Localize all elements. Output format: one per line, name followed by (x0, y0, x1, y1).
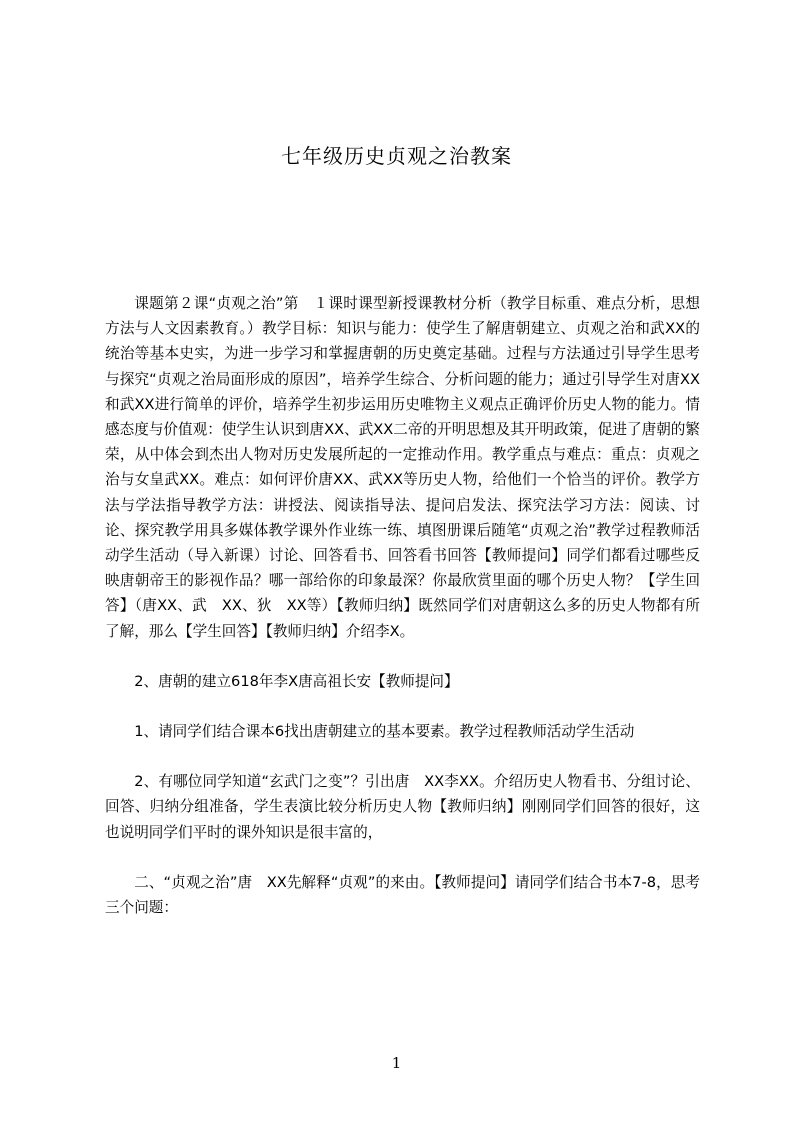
paragraph-gap (105, 644, 700, 669)
paragraph-founding-elements: 1、请同学们结合课本6找出唐朝建立的基本要素。教学过程教师活动学生活动 (134, 723, 635, 741)
paragraph-zhenguan-section: 二、“贞观之治”唐 XX先解释“贞观”的来由。【教师提问】请同学们结合书本7-8，思考三个问题： (105, 873, 700, 917)
paragraph-tang-founding: 2、唐朝的建立618年李X唐高祖长安【教师提问】 (134, 672, 459, 690)
paragraph-lesson-overview: 课题第２课“贞观之治”第 １课时课型新授课教材分析（教学目标重、难点分析，思想方法与人文因素教育。）教学目标：知识与能力：使学生了解唐朝建立、贞观之治和武XX的统治等基本史实，为进一步学习和掌握唐朝的历史奠定基础。过程与方法通过引导学生思考与探究“贞观之治局面形成的原因”，培养学生综合、分析问题的能力；通过引导学生对唐XX和武XX进行简单的评价，培养学生初步运用历史唯物主义观点正确评价历史人物的能力。情感态度与价值观：使学生认识到唐XX、武XX二帝的开明思想及其开明政策，促进了唐朝的繁荣，从中体会到杰出人物对历史发展所起的一定推动作用。教学重点与难点：重点：贞观之治与女皇武XX。难点：如何评价唐XX、武XX等历史人物，给他们一个恰当的评价。教学方法与学法指导教学方法：讲授法、阅读指导法、提问启发法、探究法学习方法：阅读、讨论、探究教学用具多媒体教学课外作业练一练、填图册课后随笔“贞观之治”教学过程教师活动学生活动（导入新课）讨论、回答看书、回答看书回答【教师提问】同学们都看过哪些反映唐朝帝王的影视作品？哪一部给你的印象最深？你最欣赏里面的哪个历史人物？【学生回答】（唐XX、武 XX、狄 XX等）【教师归纳】既然同学们对唐朝这么多的历史人物都有所了解，那么【学生回答】【教师归纳】介绍李X。 (105, 295, 700, 640)
paragraph-xuanwu-gate: 2、有哪位同学知道“玄武门之变”？引出唐 XX李XX。介绍历史人物看书、分组讨论、回答、归纳分组准备，学生表演比较分析历史人物【教师归纳】刚刚同学们回答的很好，这也说明同学们平时的课外知识是很丰富的， (105, 773, 700, 841)
paragraph-gap (105, 845, 700, 870)
paragraph-gap (105, 694, 700, 719)
page-number: 1 (391, 1054, 402, 1072)
document-body (105, 291, 700, 920)
paragraph-gap (105, 744, 700, 769)
document-title: 七年级历史贞观之治教案 (281, 144, 512, 168)
